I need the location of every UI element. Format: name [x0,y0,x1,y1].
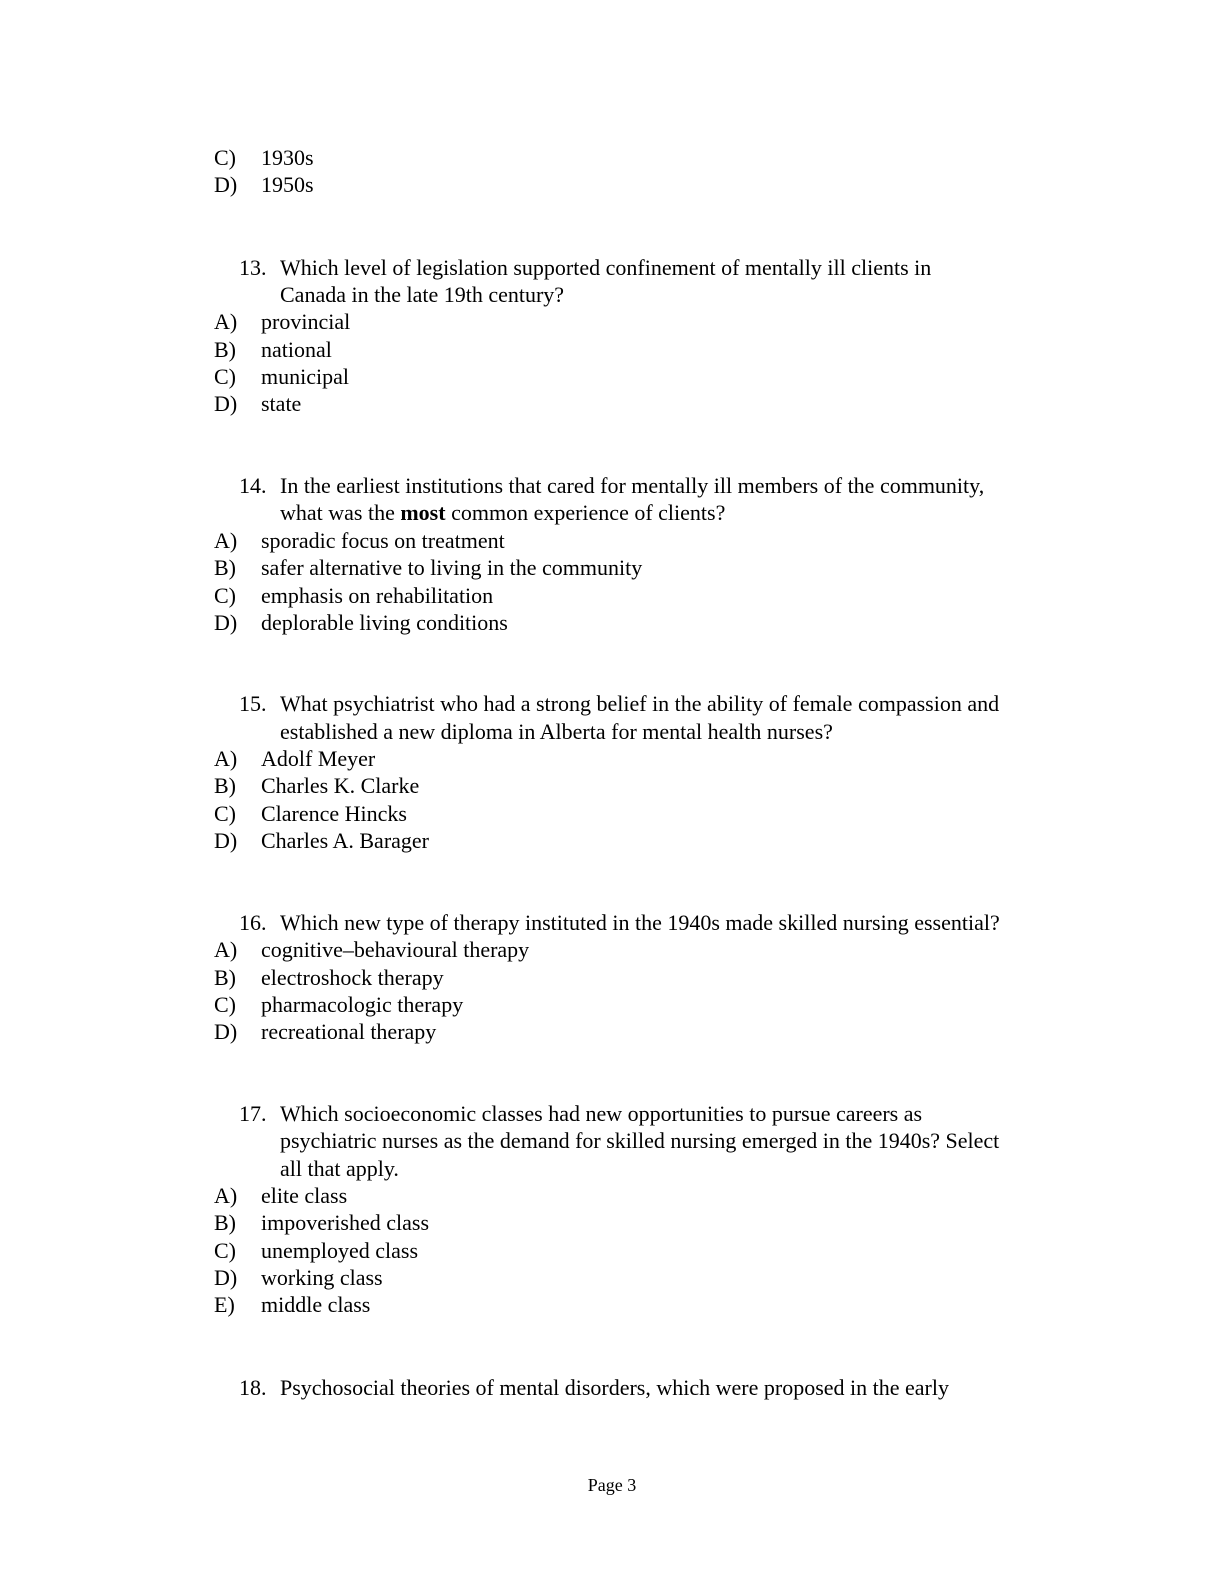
option-text: 1930s [261,145,314,170]
option-text: pharmacologic therapy [261,992,464,1017]
option-text: elite class [261,1183,348,1208]
option-text: sporadic focus on treatment [261,528,505,553]
option-letter: A) [214,528,238,553]
question-text: Psychosocial theories of mental disorders, which were proposed in the early [280,1375,949,1400]
option-text: impoverished class [261,1210,430,1235]
question-text: Which socioeconomic classes had new opportunities to pursue careers as [280,1101,923,1126]
option-letter: D) [214,828,238,853]
option-letter: E) [214,1292,235,1317]
option-text: state [261,391,302,416]
page-number: Page 3 [587,1475,637,1495]
question-number: 13. [239,255,267,280]
option-text: municipal [261,364,349,389]
option-letter: C) [214,801,236,826]
option-letter: A) [214,1183,238,1208]
option-text: Charles K. Clarke [261,773,420,798]
option-letter: C) [214,583,236,608]
option-letter: B) [214,1210,236,1235]
option-text: national [261,337,332,362]
question-text: psychiatric nurses as the demand for skilled nursing emerged in the 1940s? Select [280,1128,1000,1153]
option-letter: C) [214,364,236,389]
option-letter: D) [214,391,238,416]
question-text-post: common experience of clients? [445,500,726,525]
option-letter: C) [214,1238,236,1263]
option-letter: A) [214,937,238,962]
option-letter: B) [214,773,236,798]
question-text-pre: what was the [280,500,401,525]
option-text: 1950s [261,172,314,197]
question-text: In the earliest institutions that cared for mentally ill members of the community, [280,473,985,498]
option-letter: B) [214,555,236,580]
option-text: middle class [261,1292,371,1317]
option-letter: C) [214,145,236,170]
question-text [280,499,725,526]
option-text: deplorable living conditions [261,610,508,635]
option-text: Charles A. Barager [261,828,429,853]
option-letter: C) [214,992,236,1017]
option-letter: B) [214,337,236,362]
option-letter: D) [214,1265,238,1290]
question-text: Canada in the late 19th century? [280,282,565,307]
option-text: unemployed class [261,1238,419,1263]
option-text: electroshock therapy [261,965,444,990]
option-text: Adolf Meyer [261,746,376,771]
question-text: Which level of legislation supported confinement of mentally ill clients in [280,255,932,280]
option-letter: D) [214,1019,238,1044]
option-text: Clarence Hincks [261,801,407,826]
question-text: established a new diploma in Alberta for mental health nurses? [280,719,833,744]
option-text: recreational therapy [261,1019,437,1044]
question-text: What psychiatrist who had a strong belief in the ability of female compassion and [280,691,1000,716]
option-letter: B) [214,965,236,990]
option-text: emphasis on rehabilitation [261,583,494,608]
option-text: cognitive–behavioural therapy [261,937,530,962]
question-number: 18. [239,1375,267,1400]
option-letter: D) [214,172,238,197]
question-text: all that apply. [280,1156,399,1181]
question-number: 17. [239,1101,267,1126]
question-number: 15. [239,691,267,716]
option-letter: D) [214,610,238,635]
option-text: provincial [261,309,351,334]
emphasis-text: most [400,500,446,525]
question-number: 16. [239,910,267,935]
option-text: working class [261,1265,383,1290]
option-letter: A) [214,746,238,771]
question-number: 14. [239,473,267,498]
option-letter: A) [214,309,238,334]
option-text: safer alternative to living in the community [261,555,643,580]
question-text: Which new type of therapy instituted in the 1940s made skilled nursing essential? [280,910,1000,935]
